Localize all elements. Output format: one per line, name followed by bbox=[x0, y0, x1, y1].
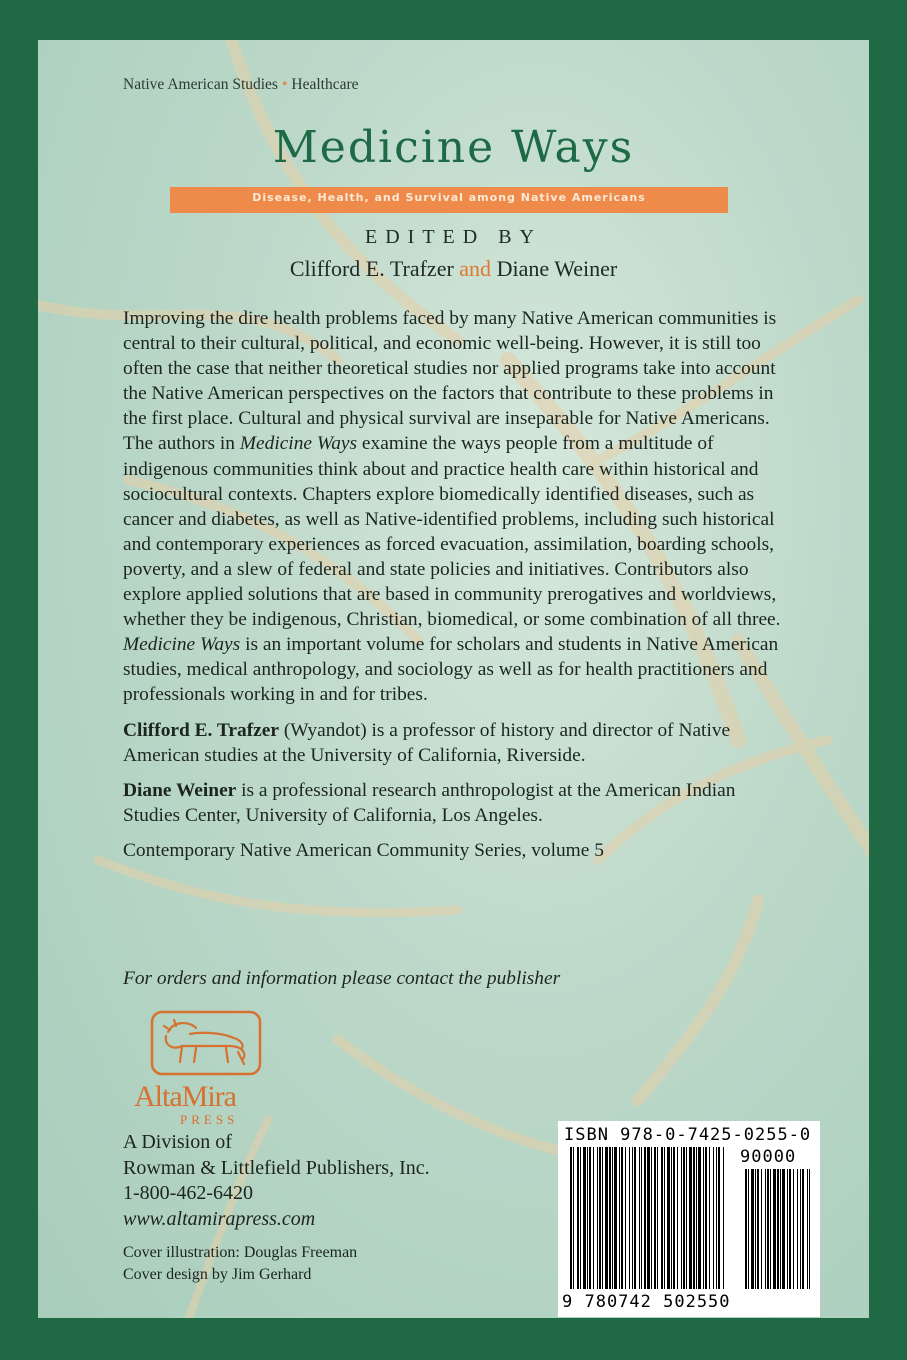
barcode-bar bbox=[580, 1147, 581, 1289]
barcode-bar bbox=[667, 1147, 670, 1289]
barcode-bar bbox=[686, 1147, 687, 1289]
barcode-addon-bar bbox=[765, 1169, 766, 1289]
barcode-addon-bar bbox=[793, 1169, 794, 1289]
barcode-bar bbox=[689, 1147, 692, 1289]
price-addon-digits: 90000 bbox=[740, 1147, 797, 1167]
barcode-bar bbox=[657, 1147, 658, 1289]
barcode-addon-bar bbox=[751, 1169, 754, 1289]
publisher-parent: Rowman & Littlefield Publishers, Inc. bbox=[123, 1156, 430, 1179]
subtitle-banner bbox=[170, 187, 728, 213]
barcode-addon-bar bbox=[757, 1169, 759, 1289]
barcode-bar bbox=[639, 1147, 640, 1289]
author-name: Diane Weiner bbox=[123, 779, 237, 801]
barcode-bar bbox=[696, 1147, 697, 1289]
barcode-bar bbox=[664, 1147, 665, 1289]
barcode-bar bbox=[705, 1147, 707, 1289]
barcode-addon-bar bbox=[755, 1169, 756, 1289]
barcode-bar bbox=[698, 1147, 701, 1289]
barcode-bar bbox=[609, 1147, 611, 1289]
barcode-bar bbox=[641, 1147, 642, 1289]
edited-by-label: EDITED BY bbox=[365, 226, 542, 248]
barcode-bar bbox=[577, 1147, 579, 1289]
category-native-american-studies: Native American Studies bbox=[123, 76, 278, 93]
barcode-bar bbox=[677, 1147, 678, 1289]
bison-icon bbox=[164, 1020, 244, 1064]
barcode-bar bbox=[654, 1147, 656, 1289]
barcode-bar bbox=[683, 1147, 685, 1289]
publisher-phone: 1-800-462-6420 bbox=[123, 1182, 253, 1204]
barcode-bar bbox=[587, 1147, 588, 1289]
barcode-bar bbox=[629, 1147, 630, 1289]
altamira-logo bbox=[130, 1006, 300, 1126]
barcode-addon-bar bbox=[782, 1169, 785, 1289]
barcode-bar bbox=[625, 1147, 626, 1289]
barcode-addon-bar bbox=[761, 1169, 762, 1289]
publisher-info bbox=[123, 1130, 430, 1232]
barcode-addon-bar bbox=[773, 1169, 776, 1289]
orders-note: For orders and information please contact the publisher bbox=[123, 968, 561, 989]
barcode-bar bbox=[605, 1147, 608, 1289]
barcode-addon-bar bbox=[770, 1169, 771, 1289]
series-note: Contemporary Native American Community Series, volume 5 bbox=[123, 839, 604, 861]
illustration-credit: Cover illustration: Douglas Freeman bbox=[123, 1244, 358, 1261]
barcode-bar bbox=[634, 1147, 636, 1289]
barcode-bar bbox=[693, 1147, 695, 1289]
book-description: Improving the dire health problems faced by many Native American communities is central to their cultural, political, and economic well-being. However, it is still too often the case that neither theoretical studies nor applied programs take into account the Native American perspectives on the factors that contribute to these problems in the first place. Cultural and physical survival are inseparable for Native Americans. The authors in Medicine Ways examine the ways people from a multitude of indigenous communities think about and practice health care within historical and sociocultural contexts. Chapters explore biomedically identified diseases, such as cancer and diabetes, as well as Native-identified problems, including such historical and contemporary experiences as forced evacuation, assimilation, boarding schools, poverty, and a slew of federal and state policies and initiatives. Contributors also explore applied solutions that are based in community prerogatives and worldviews, whether they be indigenous, Christian, biomedical, or some combination of all three. Medicine Ways is an important volume for scholars and students in Native American studies, medical anthropology, and sociology as well as for health practitioners and professionals working in and for tribes. bbox=[123, 308, 781, 706]
barcode-bar bbox=[597, 1147, 598, 1289]
barcode-bar bbox=[614, 1147, 617, 1289]
author-bio: Diane Weiner is a professional research anthropologist at the American Indian Studies Center, University of California, Los Angeles. bbox=[123, 779, 736, 826]
barcode-addon-bar bbox=[789, 1169, 791, 1289]
barcode-addon-bar bbox=[802, 1169, 804, 1289]
barcode-addon-bar bbox=[800, 1169, 801, 1289]
editor-name: Diane Weiner bbox=[496, 256, 618, 281]
author-bio: Clifford E. Trafzer (Wyandot) is a professor of history and director of Native American studies at the University of California, Riverside. bbox=[123, 719, 731, 766]
barcode-addon-bar bbox=[767, 1169, 769, 1289]
back-cover bbox=[38, 40, 869, 1318]
book-subtitle: Disease, Health, and Survival among Native Americans bbox=[252, 191, 646, 204]
barcode-bar bbox=[599, 1147, 601, 1289]
barcode-bars bbox=[558, 1121, 820, 1317]
barcode-bar bbox=[589, 1147, 591, 1289]
barcode-bar bbox=[673, 1147, 675, 1289]
category-healthcare: Healthcare bbox=[291, 76, 359, 93]
category-bullet: • bbox=[281, 76, 288, 93]
barcode-addon-bar bbox=[745, 1169, 747, 1289]
isbn-barcode bbox=[558, 1121, 820, 1317]
barcode-bar bbox=[619, 1147, 620, 1289]
barcode-bar bbox=[709, 1147, 710, 1289]
barcode-bar bbox=[651, 1147, 652, 1289]
editor-name: Clifford E. Trafzer bbox=[289, 256, 454, 281]
barcode-bar bbox=[723, 1147, 724, 1289]
barcode-addon-bar bbox=[780, 1169, 781, 1289]
cover-credits bbox=[123, 1242, 357, 1286]
barcode-bar bbox=[718, 1147, 720, 1289]
editors-and: and bbox=[459, 256, 492, 281]
back-cover-text bbox=[123, 306, 783, 873]
design-credit: Cover design by Jim Gerhard bbox=[123, 1266, 312, 1283]
barcode-bar bbox=[644, 1147, 646, 1289]
barcode-bar bbox=[612, 1147, 613, 1289]
barcode-bar bbox=[632, 1147, 633, 1289]
barcode-addon-bar bbox=[797, 1169, 798, 1289]
title-reference: Medicine Ways bbox=[123, 634, 241, 656]
barcode-bar bbox=[593, 1147, 594, 1289]
title-reference: Medicine Ways bbox=[239, 433, 358, 455]
barcode-bar bbox=[621, 1147, 623, 1289]
book-title: Medicine Ways bbox=[272, 122, 635, 173]
barcode-bar bbox=[716, 1147, 717, 1289]
barcode-bar bbox=[671, 1147, 672, 1289]
barcode-bar bbox=[602, 1147, 603, 1289]
barcode-addon-bar bbox=[807, 1169, 808, 1289]
barcode-addon-bar bbox=[809, 1169, 810, 1289]
editors-line bbox=[38, 256, 869, 282]
barcode-bar bbox=[570, 1147, 572, 1289]
logo-wordmark: AltaMira bbox=[134, 1080, 236, 1113]
publisher-website[interactable]: www.altamirapress.com bbox=[123, 1207, 316, 1230]
logo-press: PRESS bbox=[180, 1112, 239, 1126]
barcode-bar bbox=[573, 1147, 574, 1289]
category-line bbox=[123, 76, 359, 94]
barcode-addon-bar bbox=[787, 1169, 788, 1289]
barcode-bar bbox=[583, 1147, 586, 1289]
author-name: Clifford E. Trafzer bbox=[123, 719, 279, 741]
ean-digits: 9 780742 502550 bbox=[562, 1292, 731, 1312]
barcode-bar bbox=[681, 1147, 682, 1289]
isbn-label: ISBN 978-0-7425-0255-0 bbox=[564, 1125, 812, 1145]
barcode-addon-bar bbox=[777, 1169, 779, 1289]
barcode-bar bbox=[661, 1147, 663, 1289]
barcode-bar bbox=[713, 1147, 714, 1289]
barcode-bar bbox=[647, 1147, 650, 1289]
barcode-addon-bar bbox=[748, 1169, 749, 1289]
publisher-division: A Division of bbox=[123, 1131, 232, 1153]
barcode-bar bbox=[703, 1147, 704, 1289]
